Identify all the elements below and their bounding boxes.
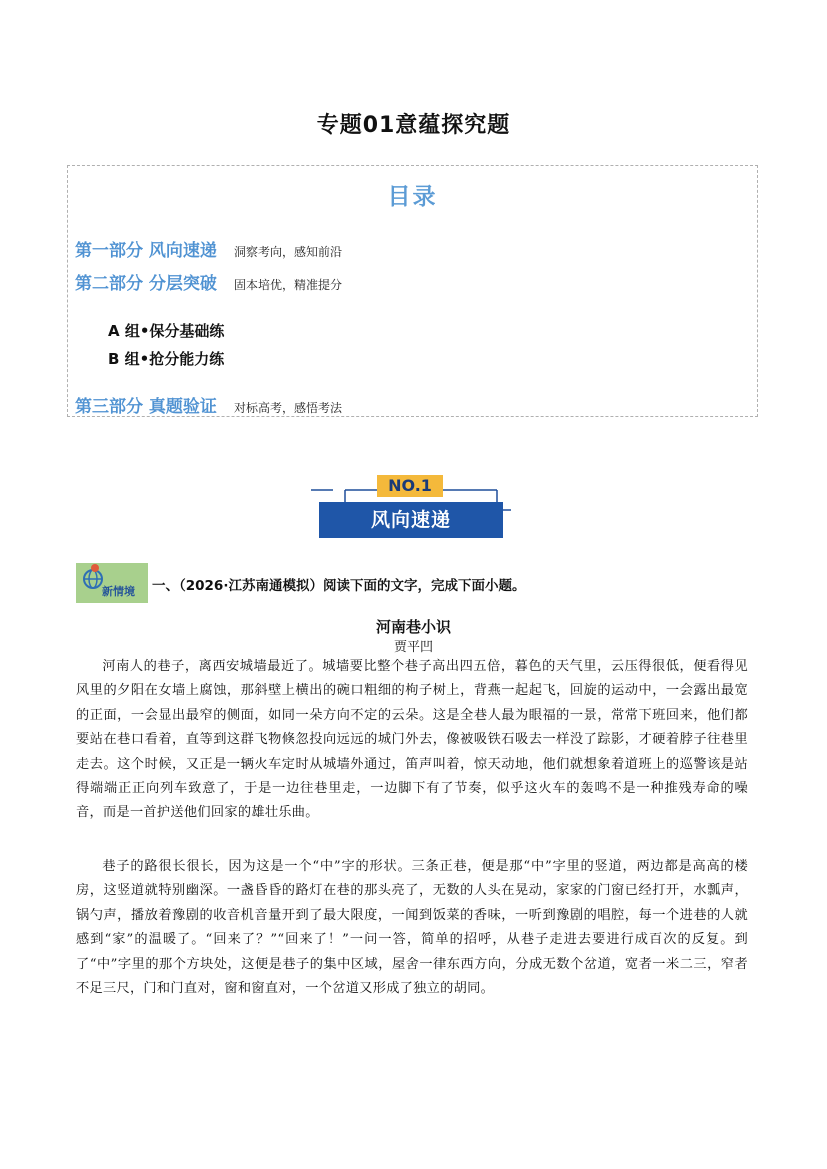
article-author: 贾平凹 <box>393 640 433 655</box>
toc-part-3[interactable] <box>75 392 342 417</box>
new-context-label: 新情境 <box>102 585 135 598</box>
toc-part-2[interactable] <box>75 269 342 294</box>
article-paragraph: 巷子的路很长很长，因为这是一个“中”字的形状。三条正巷，便是那“中”字里的竖道，两边都是高高的楼房，这竖道就特别幽深。一盏昏昏的路灯在巷的那头亮了，无数的人头在晃动，家家的门窗已经打开，水瓢声，锅勺声，播放着豫剧的收音机音量开到了最大限度，一闻到饭菜的香味，一听到豫剧的唱腔，每一个进巷的人就感到“家”的温暖了。“回来了？”“回来了！”一问一答，简单的招呼，从巷子走进去要进行成百次的反复。到了“中”字里的那个方块处，这便是巷子的集中区域，屋舍一律东西方向，分成无数个岔道，宽者一米二三，窄者不足三尺，门和门直对，窗和窗直对，一个岔道又形成了独立的胡同。 <box>76 859 748 997</box>
toc-part-label: 第二部分 分层突破 <box>75 274 217 294</box>
article-title: 河南巷小识 <box>375 618 451 636</box>
banner-title: 风向速递 <box>370 509 451 531</box>
toc-part-1[interactable] <box>75 236 342 261</box>
table-of-contents <box>67 165 758 417</box>
toc-part-label: 第一部分 风向速递 <box>75 241 217 261</box>
page-title: 专题01意蕴探究题 <box>316 113 511 138</box>
question-prompt: 一、（2026·江苏南通模拟）阅读下面的文字，完成下面小题。 <box>152 578 526 594</box>
section-banner <box>311 470 511 542</box>
toc-part-subtitle: 洞察考向，感知前沿 <box>234 245 343 259</box>
toc-part-subtitle: 对标高考，感悟考法 <box>234 401 343 415</box>
toc-group-a[interactable]: A 组•保分基础练 <box>108 322 225 340</box>
toc-heading: 目录 <box>387 184 438 210</box>
toc-group-b[interactable]: B 组•抢分能力练 <box>108 350 225 368</box>
banner-number: NO.1 <box>388 476 432 495</box>
new-context-icon <box>76 563 148 603</box>
toc-part-subtitle: 固本培优，精准提分 <box>234 278 343 292</box>
article-paragraph: 河南人的巷子，离西安城墙最近了。城墙要比整个巷子高出四五倍，暮色的天气里，云压得很低，便看得见风里的夕阳在女墙上腐蚀，那斜壁上横出的碗口粗细的枸子树上，背燕一起起飞，回旋的运动中，一会露出最宽的正面，一会显出最窄的侧面，如同一朵方向不定的云朵。这是全巷人最为眼福的一景，常常下班回来，他们都要站在巷口看着，直等到这群飞物倏忽投向远远的城门外去，像被吸铁石吸去一样没了踪影，才硬着脖子往巷里走去。这个时候，又正是一辆火车定时从城墙外通过，笛声叫着，惊天动地，他们就想象着道班上的巡警该是站得端端正正向列车致意了，于是一边往巷里走，一边脚下有了节奏，似乎这火车的轰鸣不是一种推残寿命的噪音，而是一首护送他们回家的雄壮乐曲。 <box>76 659 748 821</box>
toc-part-label: 第三部分 真题验证 <box>75 397 217 417</box>
